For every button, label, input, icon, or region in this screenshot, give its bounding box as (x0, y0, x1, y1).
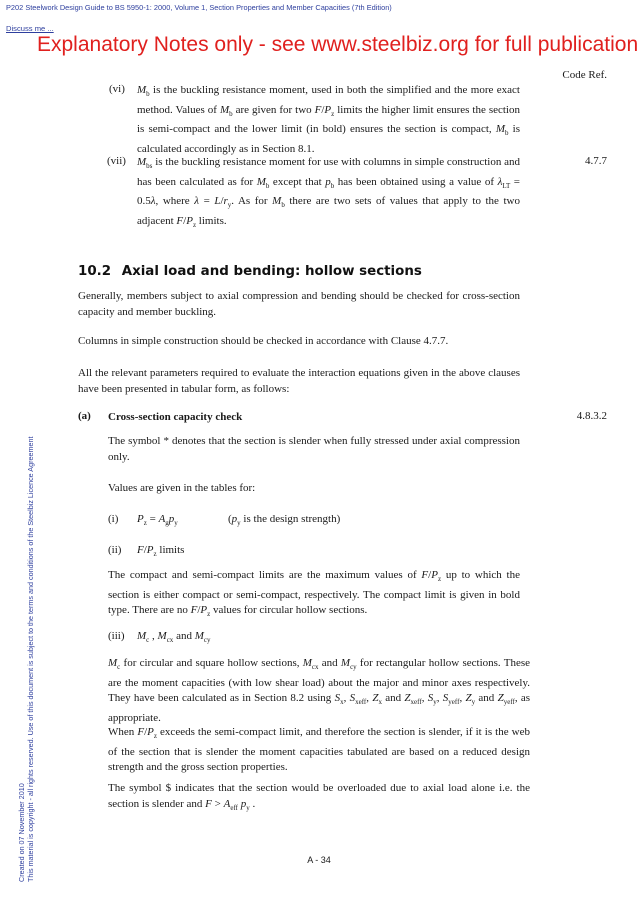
copyright-notice: This material is copyright - all rights reserved. Use of this document is subject to the terms and conditions of the Steelbiz Licence Agreement (26, 436, 35, 882)
clause-ref-4-7-7: 4.7.7 (585, 155, 607, 167)
item-a-title: Cross-section capacity check (108, 411, 243, 423)
section-title: Axial load and bending: hollow sections (121, 264, 422, 279)
code-ref-label: Code Ref. (562, 69, 607, 81)
moment-capacities-text: $M_c$ for circular and square hollow sections, $M_{cx}$ and $M_{cy}$ for rectangular hollow sections. These are the moment capacities (with low shear load) about the major and minor axes respectively. They have been calculated as in Section 8.2 using $S_x$, $S_{xeff}$, $Z_x$ and $Z_{xeff}$, $S_y$, $S_{yeff}$, $Z_y$ and $Z_{yeff}$, as appropriate. (108, 657, 531, 724)
item-vii-text: $M_{bs}$ is the buckling resistance moment for use with columns in simple construction and has been calculated as for $M_b$ except that $p_b$ has been obtained using a value of $\lambda_{LT} = 0.5\lambda$, where $\lambda = L/r_y$. As for $M_b$ there are two sets of values that apply to the two adjacent $F/P_z$ limits. (137, 156, 520, 230)
discuss-link[interactable]: Discuss me ... (6, 24, 54, 33)
section-number: 10.2 (78, 264, 112, 279)
paragraph-parameters: All the relevant parameters required to evaluate the interaction equations given in the above clauses have been presented in tabular form, as follows: (78, 367, 520, 395)
item-ii-number: (ii) (108, 544, 122, 556)
f-pz-limits: $F/P_z$ limits (137, 544, 185, 559)
paragraph-generally: Generally, members subject to axial compression and bending should be checked for cross-section capacity and member buckling. (78, 290, 520, 318)
publication-banner-link[interactable]: Explanatory Notes only - see www.steelbiz.org for full publication (37, 33, 638, 56)
compact-limits-text: The compact and semi-compact limits are the maximum values of $F/P_z$ up to which the section is either compact or semi-compact, respectively. The compact limit is given in bold type. There are no $F/P_z$ values for circular hollow sections. (108, 569, 520, 619)
py-definition: ($p_y$ is the design strength) (228, 513, 341, 528)
created-date: Created on 07 November 2010 (17, 783, 26, 882)
page-number: A - 34 (307, 855, 331, 865)
overload-symbol-text: The symbol $ indicates that the section would be overloaded due to axial load alone i.e. the section is slender and $F > A_{eff}$ $p_y$ . (108, 782, 530, 812)
clause-ref-4-8-3-2: 4.8.3.2 (576, 410, 607, 422)
document-title-header: P202 Steelwork Design Guide to BS 5950-1: 2000, Volume 1, Section Properties and Member Capacities (7th Edition) (6, 3, 392, 12)
item-vii-number: (vii) (107, 155, 126, 167)
pz-formula: $P_z = A_gp_y$ (137, 513, 178, 528)
copyright-sidebar (17, 402, 35, 882)
values-intro: Values are given in the tables for: (108, 482, 256, 494)
slender-web-text: When $F/P_z$ exceeds the semi-compact limit, and therefore the section is slender, if it is the web of the section that is slender the moment capacities tabulated are based on a reduced design strength and the gross section properties. (108, 726, 531, 774)
section-heading (78, 264, 422, 279)
item-a-number: (a) (78, 410, 91, 422)
item-i-number: (i) (108, 513, 119, 525)
item-vi-number: (vi) (109, 83, 125, 95)
paragraph-simple-construction: Columns in simple construction should be checked in accordance with Clause 4.7.7. (78, 335, 449, 347)
moment-capacities-heading: $M_c$ , $M_{cx}$ and $M_{cy}$ (137, 630, 211, 645)
item-iii-number: (iii) (108, 630, 125, 642)
item-vi-text: $M_b$ is the buckling resistance moment, used in both the simplified and the more exact method. Values of $M_b$ are given for two $F/P_z$ limits the higher limit ensures the section is semi-compact and the lower limit (in bold) ensures the section is compact, $M_b$ is calculated accordingly as in Section 8.1. (137, 84, 520, 156)
slender-symbol-note: The symbol * denotes that the section is slender when fully stressed under axial compression only. (108, 435, 520, 463)
